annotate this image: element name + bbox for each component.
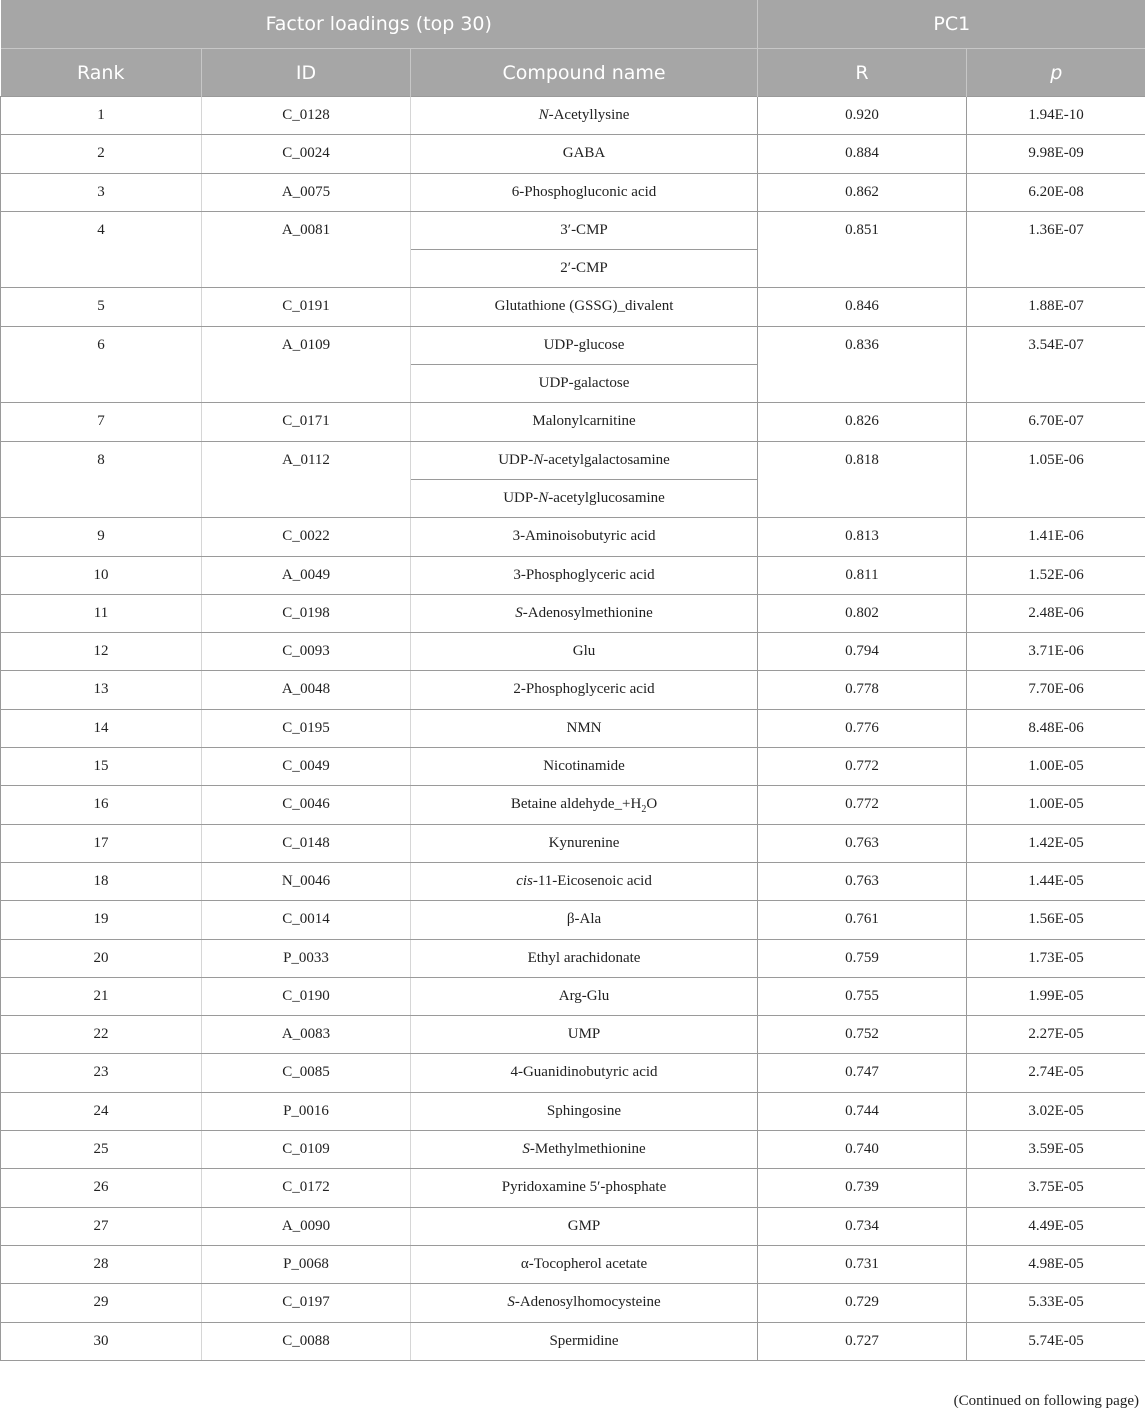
compound-name-cell: 3-Phosphoglyceric acid	[411, 556, 758, 594]
r-value-cell: 0.761	[758, 901, 967, 939]
group-header-row	[1, 0, 1145, 49]
table-row	[1, 1284, 1145, 1322]
rank-cell: 29	[1, 1284, 202, 1322]
r-value-cell: 0.747	[758, 1054, 967, 1092]
r-value-cell: 0.776	[758, 709, 967, 747]
p-value-cell: 5.33E-05	[967, 1284, 1145, 1322]
compound-name-cell: cis-11-Eicosenoic acid	[411, 862, 758, 900]
table-body	[1, 97, 1145, 1361]
rank-cell: 3	[1, 173, 202, 211]
id-cell: A_0109	[202, 326, 411, 403]
table-row	[1, 1169, 1145, 1207]
p-value-cell: 1.88E-07	[967, 288, 1145, 326]
p-value-cell: 1.36E-07	[967, 211, 1145, 288]
rank-cell: 15	[1, 748, 202, 786]
r-value-cell: 0.884	[758, 135, 967, 173]
compound-name-cell: 4-Guanidinobutyric acid	[411, 1054, 758, 1092]
id-cell: C_0171	[202, 403, 411, 441]
id-cell: A_0081	[202, 211, 411, 288]
p-value-cell: 3.71E-06	[967, 633, 1145, 671]
p-value-cell: 9.98E-09	[967, 135, 1145, 173]
p-value-cell: 7.70E-06	[967, 671, 1145, 709]
compound-name-cell: GABA	[411, 135, 758, 173]
compound-name-cell: S-Adenosylhomocysteine	[411, 1284, 758, 1322]
id-cell: C_0014	[202, 901, 411, 939]
r-value-cell: 0.755	[758, 977, 967, 1015]
table-row	[1, 671, 1145, 709]
p-value-cell: 1.94E-10	[967, 97, 1145, 135]
p-value-cell: 1.00E-05	[967, 748, 1145, 786]
compound-name-cell: Sphingosine	[411, 1092, 758, 1130]
p-value-cell: 2.27E-05	[967, 1016, 1145, 1054]
id-cell: P_0068	[202, 1245, 411, 1283]
table-row	[1, 1322, 1145, 1360]
r-value-cell: 0.744	[758, 1092, 967, 1130]
compound-name-cell: Nicotinamide	[411, 748, 758, 786]
r-value-cell: 0.740	[758, 1131, 967, 1169]
table-row	[1, 939, 1145, 977]
p-value-cell: 3.59E-05	[967, 1131, 1145, 1169]
r-value-cell: 0.813	[758, 518, 967, 556]
column-header-id: ID	[202, 49, 411, 97]
rank-cell: 2	[1, 135, 202, 173]
table-row	[1, 135, 1145, 173]
table-row	[1, 1131, 1145, 1169]
p-value-cell: 3.75E-05	[967, 1169, 1145, 1207]
table-row	[1, 786, 1145, 824]
compound-name-cell: Ethyl arachidonate	[411, 939, 758, 977]
rank-cell: 30	[1, 1322, 202, 1360]
rank-cell: 7	[1, 403, 202, 441]
column-header-r: R	[758, 49, 967, 97]
r-value-cell: 0.818	[758, 441, 967, 518]
id-cell: A_0090	[202, 1207, 411, 1245]
rank-cell: 17	[1, 824, 202, 862]
table-row	[1, 326, 1145, 364]
p-value-cell: 4.49E-05	[967, 1207, 1145, 1245]
compound-name-cell: Pyridoxamine 5′-phosphate	[411, 1169, 758, 1207]
rank-cell: 4	[1, 211, 202, 288]
table-row	[1, 1207, 1145, 1245]
p-value-cell: 1.52E-06	[967, 556, 1145, 594]
id-cell: P_0016	[202, 1092, 411, 1130]
compound-name-cell: UDP-glucose	[411, 326, 758, 364]
r-value-cell: 0.862	[758, 173, 967, 211]
group-header-pc1: PC1	[758, 0, 1145, 49]
rank-cell: 9	[1, 518, 202, 556]
r-value-cell: 0.759	[758, 939, 967, 977]
rank-cell: 11	[1, 594, 202, 632]
column-header-compound-name: Compound name	[411, 49, 758, 97]
compound-name-cell: UDP-N-acetylglucosamine	[411, 479, 758, 517]
table-row	[1, 1016, 1145, 1054]
rank-cell: 18	[1, 862, 202, 900]
id-cell: C_0128	[202, 97, 411, 135]
p-value-cell: 1.44E-05	[967, 862, 1145, 900]
id-cell: A_0048	[202, 671, 411, 709]
id-cell: C_0022	[202, 518, 411, 556]
r-value-cell: 0.729	[758, 1284, 967, 1322]
id-cell: C_0190	[202, 977, 411, 1015]
p-value-cell: 1.00E-05	[967, 786, 1145, 824]
r-value-cell: 0.763	[758, 824, 967, 862]
table-header	[1, 0, 1145, 97]
table-row	[1, 633, 1145, 671]
table-row	[1, 1092, 1145, 1130]
compound-name-cell: GMP	[411, 1207, 758, 1245]
column-header-rank: Rank	[1, 49, 202, 97]
table-row	[1, 824, 1145, 862]
id-cell: C_0198	[202, 594, 411, 632]
rank-cell: 19	[1, 901, 202, 939]
group-header-factor-loadings: Factor loadings (top 30)	[1, 0, 758, 49]
column-header-p: p	[967, 49, 1145, 97]
p-value-cell: 1.42E-05	[967, 824, 1145, 862]
table-row	[1, 173, 1145, 211]
id-cell: A_0049	[202, 556, 411, 594]
p-value-cell: 8.48E-06	[967, 709, 1145, 747]
r-value-cell: 0.920	[758, 97, 967, 135]
table-row	[1, 901, 1145, 939]
id-cell: C_0085	[202, 1054, 411, 1092]
id-cell: C_0195	[202, 709, 411, 747]
table-row	[1, 403, 1145, 441]
compound-name-cell: 3-Aminoisobutyric acid	[411, 518, 758, 556]
rank-cell: 6	[1, 326, 202, 403]
compound-name-cell: UDP-N-acetylgalactosamine	[411, 441, 758, 479]
id-cell: C_0088	[202, 1322, 411, 1360]
rank-cell: 14	[1, 709, 202, 747]
id-cell: C_0191	[202, 288, 411, 326]
rank-cell: 20	[1, 939, 202, 977]
compound-name-cell: S-Methylmethionine	[411, 1131, 758, 1169]
p-value-cell: 1.99E-05	[967, 977, 1145, 1015]
p-value-cell: 5.74E-05	[967, 1322, 1145, 1360]
r-value-cell: 0.836	[758, 326, 967, 403]
table-row	[1, 709, 1145, 747]
id-cell: A_0075	[202, 173, 411, 211]
rank-cell: 21	[1, 977, 202, 1015]
p-value-cell: 1.73E-05	[967, 939, 1145, 977]
compound-name-cell: Glutathione (GSSG)_divalent	[411, 288, 758, 326]
rank-cell: 12	[1, 633, 202, 671]
compound-name-cell: 2′-CMP	[411, 250, 758, 288]
p-value-cell: 6.70E-07	[967, 403, 1145, 441]
table-row	[1, 518, 1145, 556]
rank-cell: 23	[1, 1054, 202, 1092]
r-value-cell: 0.778	[758, 671, 967, 709]
id-cell: C_0148	[202, 824, 411, 862]
p-value-cell: 1.05E-06	[967, 441, 1145, 518]
table-row	[1, 1245, 1145, 1283]
rank-cell: 16	[1, 786, 202, 824]
p-value-cell: 4.98E-05	[967, 1245, 1145, 1283]
r-value-cell: 0.794	[758, 633, 967, 671]
compound-name-cell: N-Acetyllysine	[411, 97, 758, 135]
table-row	[1, 288, 1145, 326]
compound-name-cell: Betaine $aldehyde\_+H_2O$	[411, 786, 758, 824]
table-row	[1, 441, 1145, 479]
compound-name-cell: Spermidine	[411, 1322, 758, 1360]
id-cell: N_0046	[202, 862, 411, 900]
rank-cell: 13	[1, 671, 202, 709]
p-value-cell: 6.20E-08	[967, 173, 1145, 211]
r-value-cell: 0.772	[758, 748, 967, 786]
rank-cell: 8	[1, 441, 202, 518]
r-value-cell: 0.731	[758, 1245, 967, 1283]
id-cell: C_0093	[202, 633, 411, 671]
id-cell: C_0024	[202, 135, 411, 173]
table-row	[1, 977, 1145, 1015]
continued-note: (Continued on following page)	[953, 1393, 1139, 1409]
p-value-cell: 1.56E-05	[967, 901, 1145, 939]
id-cell: C_0172	[202, 1169, 411, 1207]
r-value-cell: 0.772	[758, 786, 967, 824]
compound-name-cell: Glu	[411, 633, 758, 671]
compound-name-cell: UMP	[411, 1016, 758, 1054]
table-row	[1, 594, 1145, 632]
r-value-cell: 0.802	[758, 594, 967, 632]
r-value-cell: 0.752	[758, 1016, 967, 1054]
rank-cell: 26	[1, 1169, 202, 1207]
r-value-cell: 0.734	[758, 1207, 967, 1245]
p-value-cell: 2.48E-06	[967, 594, 1145, 632]
table-row	[1, 211, 1145, 249]
compound-name-cell: β-Ala	[411, 901, 758, 939]
rank-cell: 24	[1, 1092, 202, 1130]
compound-name-cell: S-Adenosylmethionine	[411, 594, 758, 632]
compound-name-cell: Arg-Glu	[411, 977, 758, 1015]
table-row	[1, 556, 1145, 594]
compound-name-cell: 3′-CMP	[411, 211, 758, 249]
rank-cell: 10	[1, 556, 202, 594]
id-cell: A_0083	[202, 1016, 411, 1054]
r-value-cell: 0.826	[758, 403, 967, 441]
r-value-cell: 0.851	[758, 211, 967, 288]
id-cell: A_0112	[202, 441, 411, 518]
table-row	[1, 1054, 1145, 1092]
r-value-cell: 0.846	[758, 288, 967, 326]
compound-name-cell: 2-Phosphoglyceric acid	[411, 671, 758, 709]
column-header-row	[1, 49, 1145, 97]
table-row	[1, 97, 1145, 135]
compound-name-cell: 6-Phosphogluconic acid	[411, 173, 758, 211]
id-cell: C_0049	[202, 748, 411, 786]
p-value-cell: 3.02E-05	[967, 1092, 1145, 1130]
rank-cell: 5	[1, 288, 202, 326]
r-value-cell: 0.811	[758, 556, 967, 594]
id-cell: P_0033	[202, 939, 411, 977]
id-cell: C_0109	[202, 1131, 411, 1169]
p-value-cell: 3.54E-07	[967, 326, 1145, 403]
r-value-cell: 0.739	[758, 1169, 967, 1207]
compound-name-cell: Kynurenine	[411, 824, 758, 862]
rank-cell: 25	[1, 1131, 202, 1169]
p-value-cell: 1.41E-06	[967, 518, 1145, 556]
rank-cell: 27	[1, 1207, 202, 1245]
compound-name-cell: Malonylcarnitine	[411, 403, 758, 441]
r-value-cell: 0.727	[758, 1322, 967, 1360]
table-row	[1, 748, 1145, 786]
id-cell: C_0197	[202, 1284, 411, 1322]
rank-cell: 28	[1, 1245, 202, 1283]
p-value-cell: 2.74E-05	[967, 1054, 1145, 1092]
compound-name-cell: α-Tocopherol acetate	[411, 1245, 758, 1283]
table-row	[1, 862, 1145, 900]
id-cell: C_0046	[202, 786, 411, 824]
compound-name-cell: NMN	[411, 709, 758, 747]
r-value-cell: 0.763	[758, 862, 967, 900]
rank-cell: 1	[1, 97, 202, 135]
rank-cell: 22	[1, 1016, 202, 1054]
compound-name-cell: UDP-galactose	[411, 365, 758, 403]
